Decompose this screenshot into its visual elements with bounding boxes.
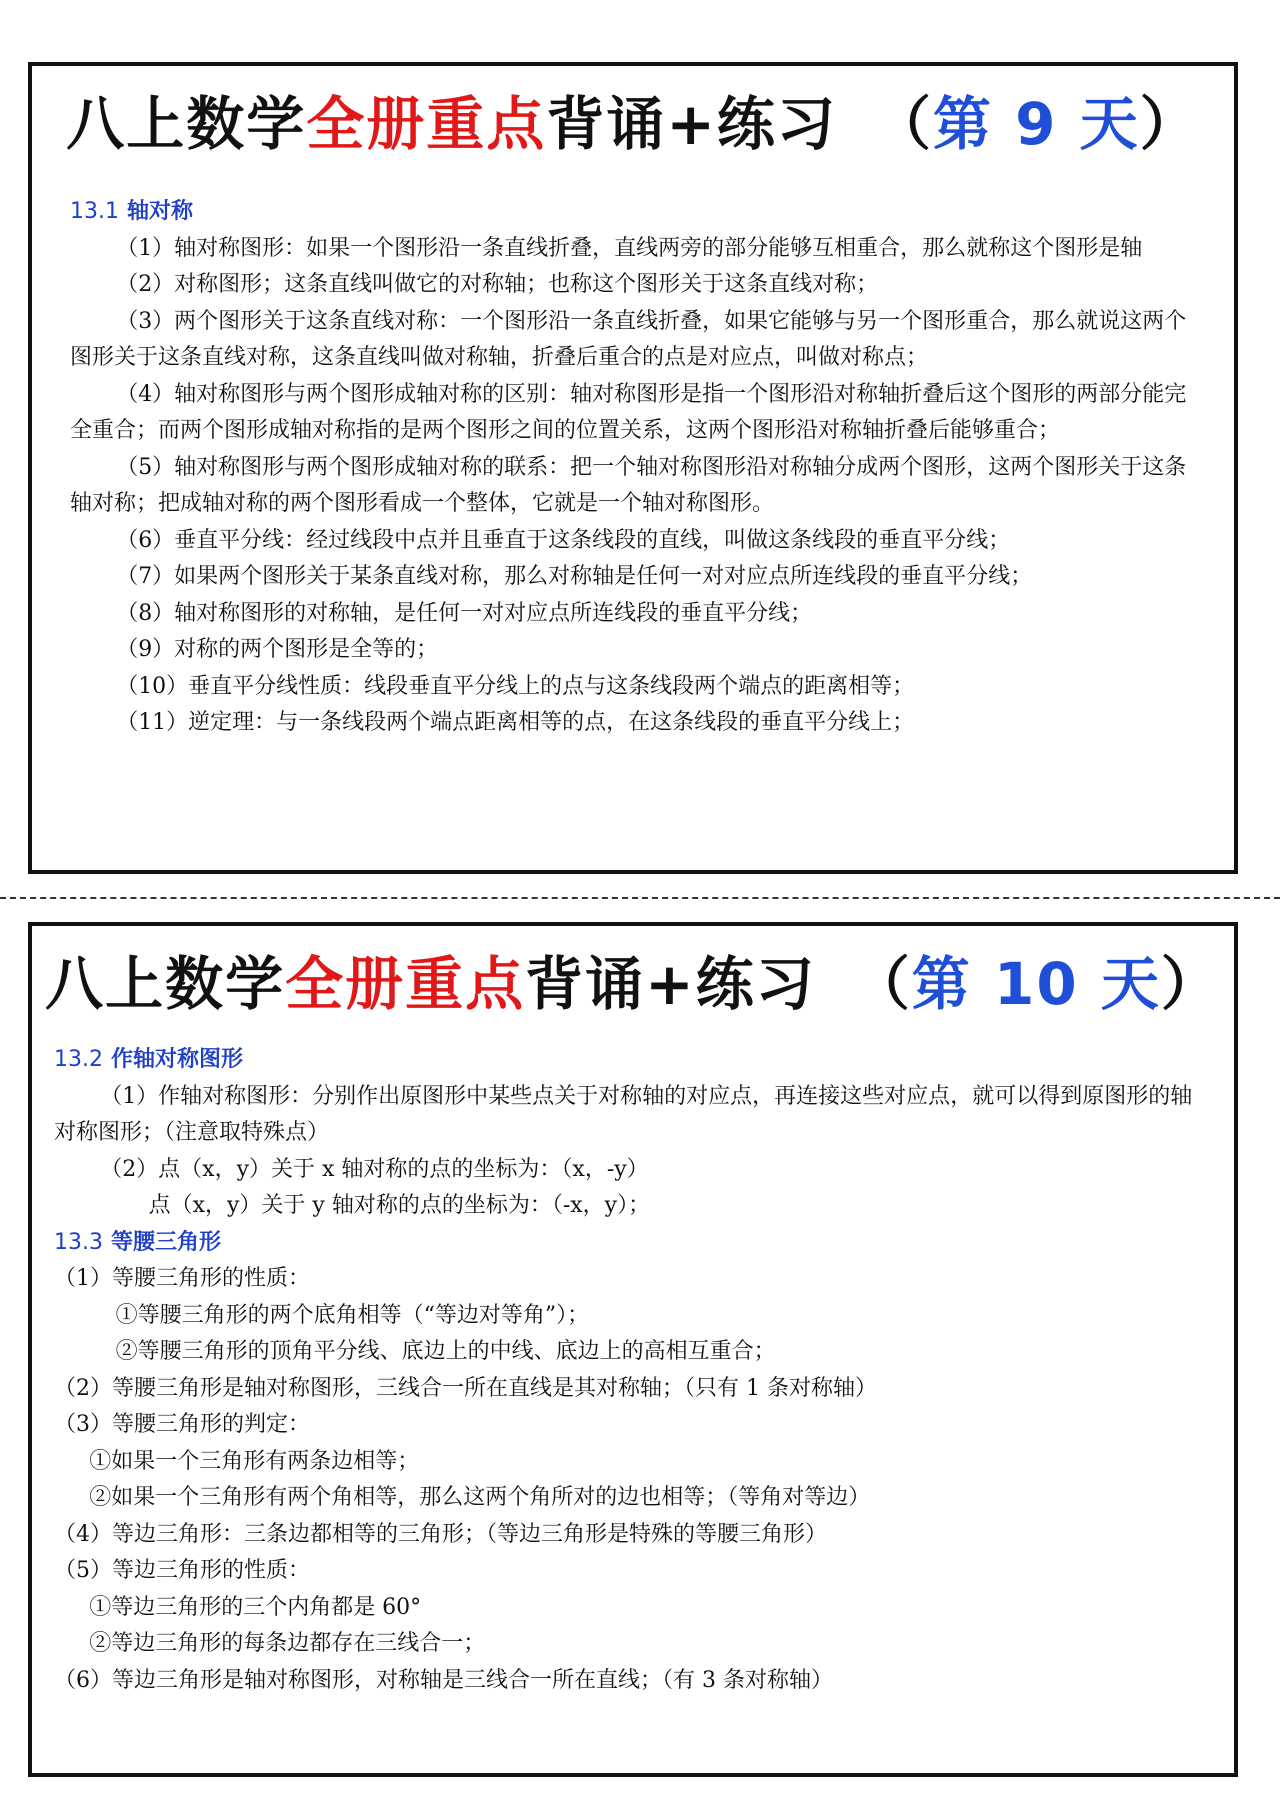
day-9-title: [32, 84, 1234, 164]
day-10-card: [28, 922, 1238, 1777]
list-subitem: ①等腰三角形的两个底角相等（“等边对等角”）；: [115, 1302, 590, 1328]
coordinate-rule-y: 点（x，y）关于 y 轴对称的点的坐标为：（-x，y）；: [148, 1193, 651, 1218]
list-subitem: ①等边三角形的三个内角都是 60°: [89, 1594, 422, 1620]
title-day: 第 9 天: [932, 90, 1140, 158]
list-item: （5）等边三角形的性质：: [54, 1558, 310, 1583]
title-right-paren: ）: [1160, 950, 1221, 1018]
list-subitem: ②如果一个三角形有两个角相等，那么这两个角所对的边也相等；（等角对等边）: [89, 1485, 871, 1510]
list-subitem: ①如果一个三角形有两条边相等；: [89, 1448, 420, 1474]
paragraph: （3）两个图形关于这条直线对称：一个图形沿一条直线折叠，如果它能够与另一个图形重合，那么就说这两个图形关于这条直线对称，这条直线叫做对称轴，折叠后重合的点是对应点，叫做对称点；: [70, 308, 1187, 370]
list-subitem: ②等边三角形的每条边都存在三线合一；: [89, 1631, 486, 1656]
paragraph: （10）垂直平分线性质：线段垂直平分线上的点与这条线段两个端点的距离相等；: [116, 673, 915, 699]
paragraph: （2）对称图形；这条直线叫做它的对称轴；也称这个图形关于这条直线对称；: [116, 272, 879, 297]
dashed-divider: [0, 897, 1280, 899]
section-name: 轴对称: [126, 199, 193, 224]
title-right-paren: ）: [1139, 90, 1200, 158]
title-highlight: 全册重点: [306, 90, 547, 158]
section-heading: [54, 1042, 1194, 1079]
title-subject: 八上数学: [66, 90, 307, 158]
section-name: 等腰三角形: [110, 1229, 221, 1255]
title-subject: 八上数学: [45, 950, 286, 1018]
paragraph: （8）轴对称图形的对称轴，是任何一对对应点所连线段的垂直平分线；: [116, 600, 813, 626]
title-suffix: 背诵+练习: [546, 90, 837, 158]
paragraph: （4）轴对称图形与两个图形成轴对称的区别：轴对称图形是指一个图形沿对称轴折叠后这个图形的两部分能完全重合；而两个图形成轴对称指的是两个图形之间的位置关系，这两个图形沿对称轴折叠后能够重合；: [70, 381, 1187, 443]
section-number: 13.3: [54, 1229, 103, 1255]
list-item: （4）等边三角形：三条边都相等的三角形；（等边三角形是特殊的等腰三角形）: [54, 1521, 827, 1547]
section-number: 13.2: [54, 1047, 103, 1072]
section-number: 13.1: [70, 199, 119, 224]
list-item: （2）等腰三角形是轴对称图形，三线合一所在直线是其对称轴；（只有 1 条对称轴）: [54, 1375, 877, 1401]
section-heading: [70, 194, 1194, 231]
day-10-content: [54, 1042, 1194, 1699]
day-9-card: [28, 62, 1238, 874]
day-9-content: [70, 194, 1194, 742]
title-left-paren: （: [851, 950, 912, 1018]
list-item: （1）等腰三角形的性质：: [54, 1266, 310, 1291]
section-heading: [54, 1225, 1194, 1262]
title-left-paren: （: [872, 90, 933, 158]
paragraph: （11）逆定理：与一条线段两个端点距离相等的点，在这条线段的垂直平分线上；: [116, 710, 915, 735]
title-day: 第 10 天: [911, 950, 1161, 1018]
title-suffix: 背诵+练习: [525, 950, 816, 1018]
paragraph: （1）轴对称图形：如果一个图形沿一条直线折叠，直线两旁的部分能够互相重合，那么就称这个图形是轴: [116, 235, 1143, 261]
paragraph: （6）垂直平分线：经过线段中点并且垂直于这条线段的直线，叫做这条线段的垂直平分线；: [116, 527, 1011, 553]
section-name: 作轴对称图形: [110, 1047, 243, 1072]
day-10-title: [32, 944, 1234, 1024]
paragraph: （5）轴对称图形与两个图形成轴对称的联系：把一个轴对称图形沿对称轴分成两个图形，这两个图形关于这条轴对称；把成轴对称的两个图形看成一个整体，它就是一个轴对称图形。: [70, 454, 1187, 516]
paragraph: （1）作轴对称图形：分别作出原图形中某些点关于对称轴的对应点，再连接这些对应点，就可以得到原图形的轴对称图形；（注意取特殊点）: [54, 1083, 1193, 1145]
paragraph: （7）如果两个图形关于某条直线对称，那么对称轴是任何一对对应点所连线段的垂直平分线；: [116, 564, 1033, 589]
title-highlight: 全册重点: [285, 950, 526, 1018]
paragraph: （9）对称的两个图形是全等的；: [116, 637, 439, 662]
list-item: （6）等边三角形是轴对称图形，对称轴是三线合一所在直线；（有 3 条对称轴）: [54, 1667, 833, 1693]
list-item: （3）等腰三角形的判定：: [54, 1412, 310, 1437]
list-subitem: ②等腰三角形的顶角平分线、底边上的中线、底边上的高相互重合；: [115, 1339, 776, 1364]
coordinate-rule-x: （2）点（x，y）关于 x 轴对称的点的坐标为：（x，-y）: [100, 1156, 649, 1182]
